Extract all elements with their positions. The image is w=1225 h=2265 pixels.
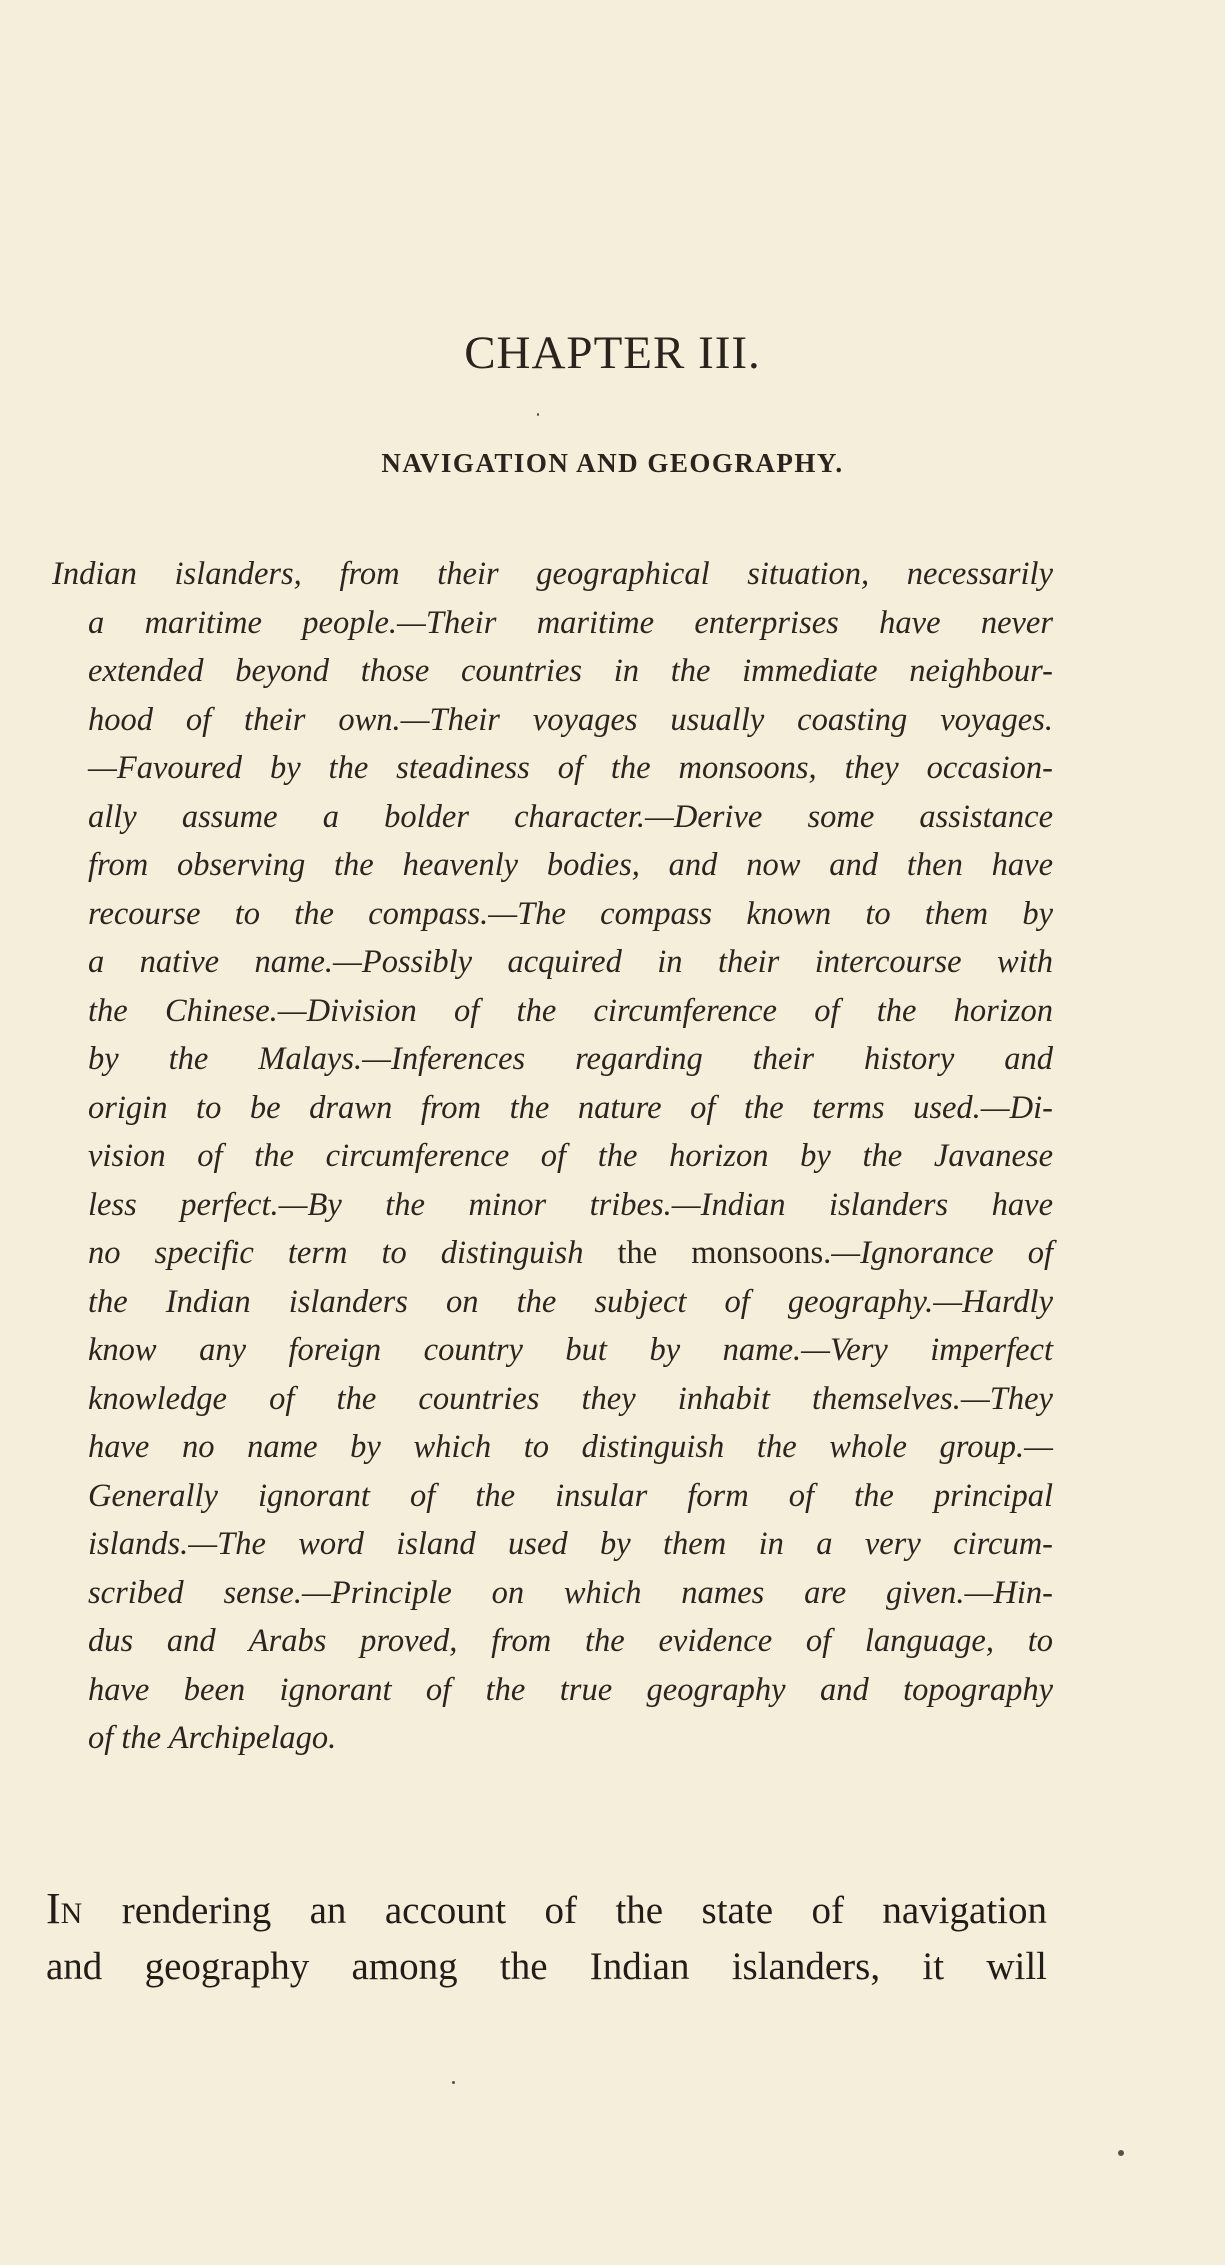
summary-line: scribed sense.—Principle on which names are given.—Hin- bbox=[88, 1574, 1053, 1611]
chapter-summary bbox=[52, 550, 1054, 1763]
summary-line: ally assume a bolder character.—Derive some assistance bbox=[88, 798, 1053, 835]
summary-roman-part: the monsoons. bbox=[617, 1235, 832, 1271]
summary-line: less perfect.—By the minor tribes.—Indian islanders have bbox=[88, 1186, 1053, 1223]
summary-line: the Chinese.—Division of the circumference of the horizon bbox=[88, 992, 1053, 1029]
body-line bbox=[46, 1880, 1047, 1938]
summary-line: knowledge of the countries they inhabit themselves.—They bbox=[88, 1380, 1053, 1417]
chapter-title: CHAPTER III. bbox=[464, 327, 761, 379]
summary-line: Indian islanders, from their geographical situation, necessarily bbox=[52, 556, 1053, 592]
body-line-text: rendering an account of the state of navigation bbox=[83, 1889, 1047, 1932]
paper-speck bbox=[537, 413, 539, 416]
summary-italic-part: —Ignorance of bbox=[831, 1235, 1054, 1271]
summary-line: —Favoured by the steadiness of the monsoons, they occasion- bbox=[88, 750, 1053, 786]
small-cap: N bbox=[60, 1897, 84, 1930]
summary-line: by the Malays.—Inferences regarding their history and bbox=[88, 1041, 1053, 1077]
paper-speck bbox=[452, 2081, 455, 2084]
summary-line: from observing the heavenly bodies, and now and then have bbox=[88, 847, 1053, 883]
summary-line: of the Archipelago. bbox=[88, 1720, 337, 1756]
summary-line: recourse to the compass.—The compass known to them by bbox=[88, 895, 1053, 932]
summary-line: origin to be drawn from the nature of the terms used.—Di- bbox=[88, 1089, 1053, 1126]
summary-line: a native name.—Possibly acquired in their intercourse with bbox=[88, 944, 1053, 980]
body-line: and geography among the Indian islanders, it will bbox=[46, 1945, 1047, 1988]
summary-line: Generally ignorant of the insular form of the principal bbox=[88, 1477, 1053, 1514]
body-paragraph bbox=[46, 1880, 1047, 1996]
summary-line-mixed bbox=[88, 1229, 1053, 1278]
summary-line: hood of their own.—Their voyages usually coasting voyages. bbox=[88, 701, 1053, 738]
paper-speck bbox=[1118, 2150, 1124, 2156]
summary-line: have been ignorant of the true geography and topography bbox=[88, 1671, 1053, 1708]
summary-italic-part: no specific term to distinguish bbox=[88, 1235, 618, 1271]
summary-line: dus and Arabs proved, from the evidence of language, to bbox=[88, 1623, 1053, 1659]
summary-line: have no name by which to distinguish the whole group.— bbox=[88, 1429, 1053, 1465]
summary-line: a maritime people.—Their maritime enterprises have never bbox=[88, 604, 1053, 641]
section-title: NAVIGATION AND GEOGRAPHY. bbox=[381, 448, 844, 478]
drop-cap: I bbox=[46, 1884, 61, 1933]
summary-line: extended beyond those countries in the immediate neighbour- bbox=[88, 653, 1053, 689]
summary-line: islands.—The word island used by them in a very circum- bbox=[88, 1526, 1053, 1562]
summary-line: the Indian islanders on the subject of geography.—Hardly bbox=[88, 1283, 1053, 1320]
summary-line: know any foreign country but by name.—Very imperfect bbox=[88, 1332, 1053, 1368]
summary-line: vision of the circumference of the horizon by the Javanese bbox=[88, 1138, 1053, 1174]
